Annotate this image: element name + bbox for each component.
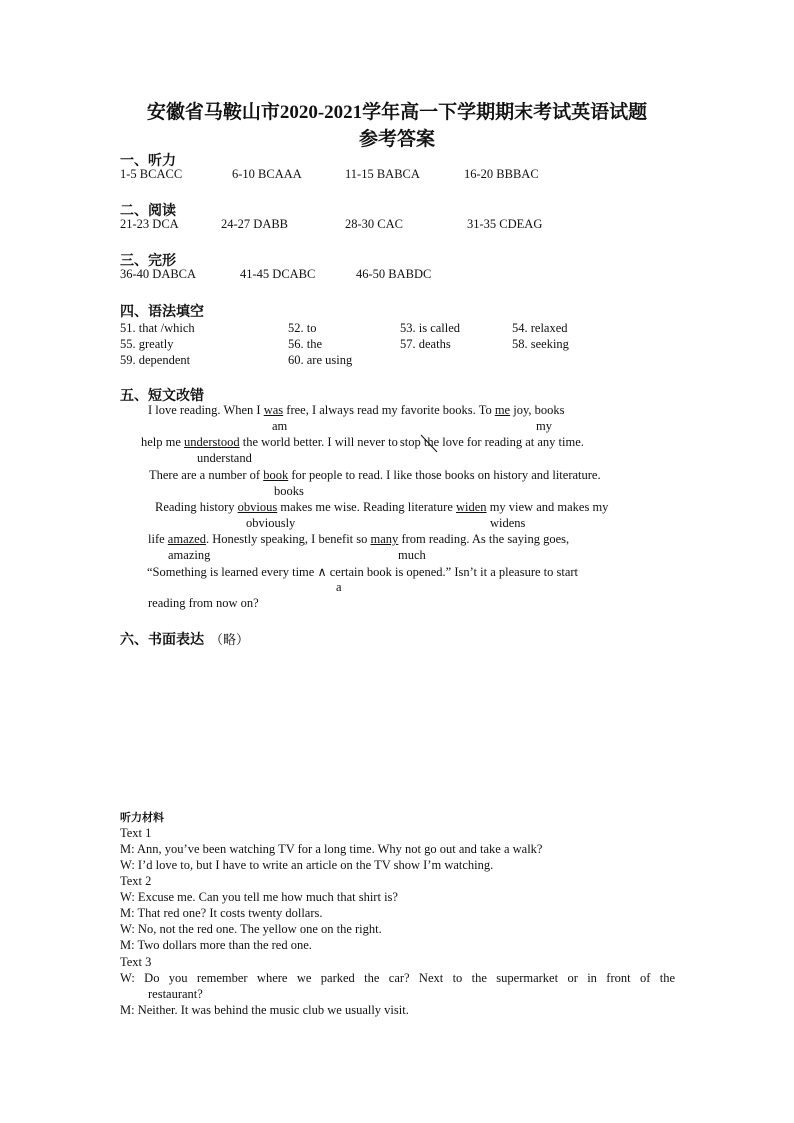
- listening-line: M: Two dollars more than the red one.: [120, 938, 312, 952]
- answer-item: 53. is called: [400, 321, 461, 335]
- answer-group: 28-30 CAC: [345, 217, 403, 231]
- listening-line: M: Ann, you’ve been watching TV for a long time. Why not go out and take a walk?: [120, 842, 543, 856]
- answer-item: 59. dependent: [120, 353, 191, 367]
- answer-item: 55. greatly: [120, 337, 174, 351]
- answer-item: 58. seeking: [512, 337, 569, 351]
- answer-group: 41-45 DCABC: [240, 267, 316, 281]
- listening-line: W: No, not the red one. The yellow one on the right.: [120, 922, 382, 936]
- strike-mark-icon: [418, 432, 440, 454]
- error-word: me: [494, 403, 511, 417]
- listening-title: 听力材料: [120, 812, 164, 824]
- answer-item: 54. relaxed: [512, 321, 568, 335]
- listening-line: restaurant?: [148, 987, 203, 1001]
- passage-line: “Something is learned every time ∧ certain book is opened.” Isn’t it a pleasure to start: [147, 565, 579, 579]
- correction: books: [274, 484, 304, 498]
- listening-line: M: Neither. It was behind the music club we usually visit.: [120, 1003, 409, 1017]
- answer-group: 36-40 DABCA: [120, 267, 197, 281]
- answer-group: 6-10 BCAAA: [232, 167, 302, 181]
- listening-line: Text 1: [120, 826, 152, 840]
- section-heading-grammar: 四、语法填空: [120, 305, 204, 320]
- listening-line: Text 2: [120, 874, 152, 888]
- passage-line: reading from now on?: [148, 596, 259, 610]
- section-heading-cloze: 三、完形: [120, 254, 176, 269]
- omitted-note: （略）: [210, 632, 250, 647]
- page-title: 安徽省马鞍山市2020-2021学年高一下学期期末考试英语试题: [146, 102, 648, 123]
- answer-group: 24-27 DABB: [221, 217, 289, 231]
- correction: much: [398, 548, 426, 562]
- section-heading-writing: 六、书面表达 （略）: [120, 632, 250, 648]
- answer-item: 51. that /which: [120, 321, 195, 335]
- correction: obviously: [246, 516, 296, 530]
- error-word: many: [370, 532, 399, 546]
- answer-group: 21-23 DCA: [120, 217, 179, 231]
- correction: understand: [197, 451, 252, 465]
- error-word: widen: [456, 500, 487, 514]
- correction: widens: [490, 516, 526, 530]
- correction: amazing: [168, 548, 211, 562]
- passage-line: help me understood the world better. I will never to stop the love for reading at any time.: [141, 435, 584, 449]
- answer-group: 11-15 BABCA: [345, 167, 420, 181]
- page-subtitle: 参考答案: [358, 129, 435, 150]
- answer-group: 1-5 BCACC: [120, 167, 183, 181]
- listening-line: W: Do you remember where we parked the car? Next to the supermarket or in front of the: [120, 971, 675, 985]
- passage-line: life amazed. Honestly speaking, I benefit so many from reading. As the saying goes,: [148, 532, 570, 546]
- answer-item: 57. deaths: [400, 337, 451, 351]
- section-heading-reading: 二、阅读: [120, 204, 176, 219]
- listening-line: W: Excuse me. Can you tell me how much that shirt is?: [120, 890, 398, 904]
- correction: am: [272, 419, 288, 433]
- passage-line: Reading history obvious makes me wise. Reading literature widen my view and makes my: [155, 500, 609, 514]
- answer-group: 46-50 BABDC: [356, 267, 432, 281]
- insert-caret-icon: ∧: [317, 565, 327, 579]
- section-heading-listening: 一、听力: [120, 154, 176, 169]
- answer-group: 31-35 CDEAG: [467, 217, 543, 231]
- listening-line: M: That red one? It costs twenty dollars.: [120, 906, 323, 920]
- correction: my: [536, 419, 552, 433]
- passage-line: I love reading. When I was free, I always read my favorite books. To me joy, books: [148, 403, 565, 417]
- correction: a: [336, 580, 342, 594]
- answer-item: 56. the: [288, 337, 323, 351]
- answer-item: 52. to: [288, 321, 317, 335]
- listening-line: Text 3: [120, 955, 152, 969]
- error-word: amazed: [167, 532, 206, 546]
- error-word: obvious: [237, 500, 278, 514]
- listening-line: W: I’d love to, but I have to write an article on the TV show I’m watching.: [120, 858, 494, 872]
- error-word: was: [263, 403, 284, 417]
- passage-line: There are a number of book for people to read. I like those books on history and literature.: [149, 468, 601, 482]
- section-heading-error-correction: 五、短文改错: [120, 389, 204, 404]
- answer-group: 16-20 BBBAC: [464, 167, 539, 181]
- answer-item: 60. are using: [288, 353, 353, 367]
- error-word: book: [263, 468, 289, 482]
- error-word: understood: [184, 435, 240, 449]
